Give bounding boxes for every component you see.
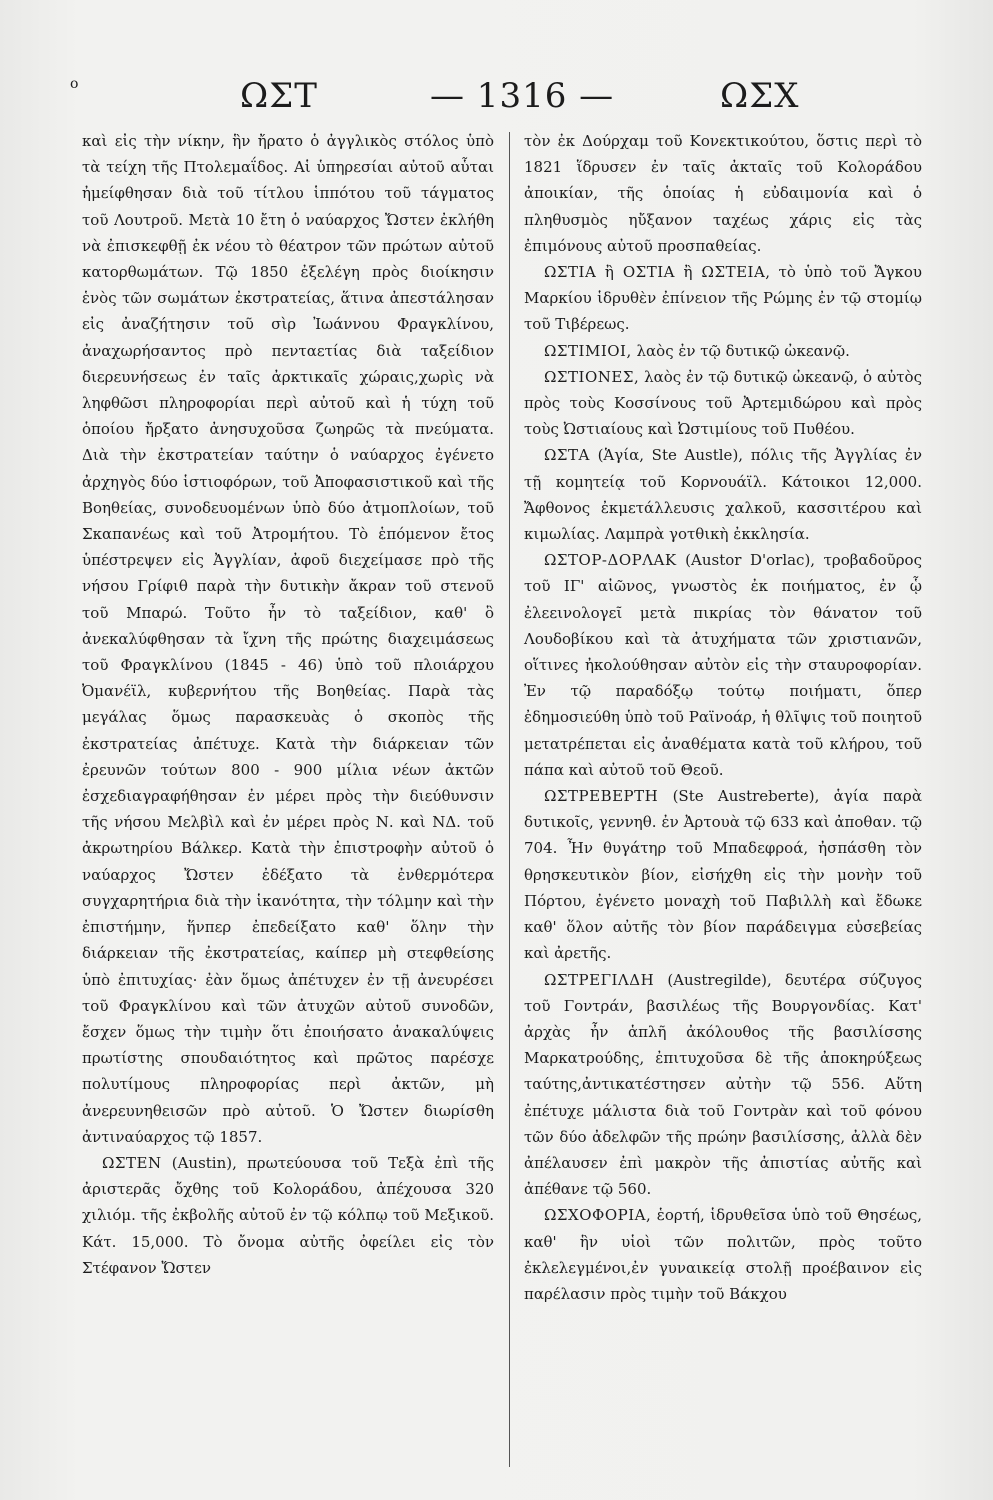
entry-text: (Austin), πρωτεύουσα τοῦ Τεξὰ ἐπὶ τῆς ἀριστερᾶς ὄχθης τοῦ Κολοράδου, ἀπέχουσα 320 χιλιόμ. τῆς ἐκβολῆς αὐτοῦ ἐν τῷ κόλπῳ τοῦ Μεξικοῦ. Κάτ. 15,000. Τὸ ὄνομα αὐτῆς ὀφείλει εἰς τὸν Στέφανον Ὤστεν [82, 1153, 494, 1277]
entry-text: τὸν ἐκ Δούρχαμ τοῦ Κονεκτικούτου, ὅστις περὶ τὸ 1821 ἵδρυσεν ἐν ταῖς ἀκταῖς τοῦ Κολοράδου ἀποικίαν, τῆς ὁποίας ἡ εὐδαιμονία καὶ ὁ πληθυσμὸς ηὔξανον ταχέως χάρις εἰς τὰς ἐπιμόνους αὐτοῦ προσπαθείας. [524, 132, 922, 255]
entry-ostor-dorlak [524, 547, 922, 783]
entry-ostiones [524, 364, 922, 443]
page-number: — 1316 — [430, 76, 615, 116]
column-divider [509, 132, 510, 1467]
entry-continuation-austin [524, 128, 922, 259]
header-left-catchword: ΩΣΤ [240, 76, 318, 116]
header-right-catchword: ΩΣΧ [720, 76, 800, 116]
entry-continuation-austen [82, 128, 494, 1150]
entry-text: (Austregilde), δευτέρα σύζυγος τοῦ Γοντράν, βασιλέως τῆς Βουργονδίας. Κατ' ἀρχὰς ἦν ἁπλῆ ἀκόλουθος τῆς βασιλίσσης Μαρκατρούδης, ἐπιτυχοῦσα δὲ τῆς ἀποκηρύξεως ταύτης,ἀντικατέστησεν αὐτὴν τῷ 556. Αὕτη ἐπέτυχε μάλιστα διὰ τοῦ Γοντρὰν καὶ τοῦ φόνου τῶν δύο ἀδελφῶν τῆς πρώην βασιλίσσης, ἀλλὰ δὲν ἀπέλαυσεν ἐπὶ μακρὸν τῆς ἀπιστίας αὐτῆς καὶ ἀπέθανε τῷ 560. [524, 970, 922, 1199]
entry-headword: ΩΣΤΙΟΝΕΣ, [544, 367, 640, 386]
entry-oschoforia [524, 1202, 922, 1307]
margin-mark: o [70, 76, 79, 92]
entry-headword: ΩΣΤΙΜΙΟΙ, [544, 341, 632, 360]
right-column [524, 128, 922, 1307]
running-header [70, 70, 940, 120]
entry-headword: ΩΣΧΟΦΟΡΙΑ, [544, 1206, 652, 1225]
entry-text: λαὸς ἐν τῷ δυτικῷ ὠκεανῷ. [636, 341, 850, 360]
entry-text: καὶ εἰς τὴν νίκην, ἣν ἤρατο ὁ ἀγγλικὸς στόλος ὑπὸ τὰ τείχη τῆς Πτολεμαΐδος. Αἱ ὑπηρεσίαι αὐτοῦ αὗται ἠμείφθησαν διὰ τοῦ τίτλου ἱππότου τοῦ τάγματος τοῦ Λουτροῦ. Μετὰ 10 ἔτη ὁ ναύαρχος Ὤστεν ἐκλήθη νὰ ἐπισκεφθῇ ἐκ νέου τὸ θέατρον τῶν πρώτων αὐτοῦ κατορθωμάτων. Τῷ 1850 ἐξελέγη πρὸς διοίκησιν ἑνὸς τῶν σωμάτων ἐκστρατείας, ἅτινα ἀπεστάλησαν εἰς ἀναζήτησιν τοῦ σὶρ Ἰωάννου Φραγκλίνου, ἀναχωρήσαντος πρὸ πενταετίας διὰ ταξείδιον διερευνήσεως ἐν ταῖς ἀρκτικαῖς χώραις,χωρὶς νὰ ληφθῶσι πληροφορίαι περὶ αὐτοῦ καὶ ἡ τύχη τοῦ ὁποίου ἤρξατο ἀνησυχοῦσα ζωηρῶς τὰ πνεύματα. Διὰ τὴν ἐκστρατείαν ταύτην ὁ ναύαρχος ἐγένετο ἀρχηγὸς δύο ἱστιοφόρων, τοῦ Ἀποφασιστικοῦ καὶ τῆς Βοηθείας, συνοδευομένων ὑπὸ δύο ἀτμοπλοίων, τοῦ Σκαπανέως καὶ τοῦ Ἀτρομήτου. Τὸ ἑπόμενον ἔτος ὑπέστρεψεν εἰς Ἀγγλίαν, ἀφοῦ διεχείμασε πρὸ τῆς νήσου Γρίφιθ παρὰ τὴν δυτικὴν ἄκραν τοῦ στενοῦ τοῦ Μπαρώ. Τοῦτο ἦν τὸ ταξείδιον, καθ' ὃ ἀνεκαλύφθησαν τὰ ἴχνη τῆς πρώτης διαχειμάσεως τοῦ Φραγκλίνου (1845 - 46) ὑπὸ τοῦ πλοιάρχου Ὀμανέϊλ, κυβερνήτου τῆς Βοηθείας. Παρὰ τὰς μεγάλας ὅμως παρασκευὰς ὁ σκοπὸς τῆς ἐκστρατείας ἀπέτυχε. Κατὰ τὴν διάρκειαν τῶν ἐρευνῶν τούτων 800 - 900 μίλια νέων ἀκτῶν ἐσχεδιαγραφήθησαν ἐν μέρει πρὸς τὴν διεύθυνσιν τῆς νήσου Μελβὶλ καὶ ἐν μέρει πρὸς Ν. καὶ ΝΔ. τοῦ ἀκρωτηρίου Βάλκερ. Κατὰ τὴν ἐπιστροφὴν αὐτοῦ ὁ ναύαρχος Ὤστεν ἐδέξατο τὰ ἐνθερμότερα συγχαρητήρια διὰ τὴν ἱκανότητα, τὴν τόλμην καὶ τὴν ἐπιστήμην, ἥνπερ ἐπεδείξατο καθ' ὅλην τὴν διάρκειαν τῆς ἐκστρατείας, καίπερ μὴ στεφθείσης ὑπὸ ἐπιτυχίας· ἐὰν ὅμως ἀπέτυχεν ἐν τῇ ἀνευρέσει τοῦ Φραγκλίνου καὶ τῶν ἀτυχῶν αὐτοῦ συνοδῶν, ἔσχεν ὅμως τὴν τιμὴν ὅτι ἐποιήσατο ἀνακαλύψεις πρωτίστης σπουδαιότητος καὶ πρῶτος παρέσχε πολυτίμους πληροφορίας περὶ ἀκτῶν, μὴ ἀνερευνηθεισῶν πρὸ αὐτοῦ. Ὁ Ὤστεν διωρίσθη ἀντιναύαρχος τῷ 1857. [82, 132, 494, 1146]
entry-ostregildi [524, 967, 922, 1203]
entry-austin [82, 1150, 494, 1281]
entry-text: (Ἁγία, Ste Austle), πόλις τῆς Ἀγγλίας ἐν τῇ κομητείᾳ τοῦ Κορνουάϊλ. Κάτοικοι 12,000. Ἄφθονος ἐκμετάλλευσις χαλκοῦ, κασσιτέρου καὶ κιμωλίας. Λαμπρὰ γοτθικὴ ἐκκλησία. [524, 446, 922, 544]
entry-headword: ΩΣΤΡΕΒΕΡΤΗ [544, 787, 659, 806]
entry-headword: ΩΣΤΡΕΓΙΛΔΗ [544, 970, 655, 989]
entry-headword: ΩΣΤΙΑ ἢ ΟΣΤΙΑ ἢ ΩΣΤΕΙΑ, [544, 263, 771, 282]
entry-ostimioi [524, 338, 922, 364]
entry-osta [524, 442, 922, 547]
entry-text: ἑορτή, ἱδρυθεῖσα ὑπὸ τοῦ Θησέως, καθ' ἣν υἱοὶ τῶν πολιτῶν, πρὸς τοῦτο ἐκλελεγμένοι,ἐν γυναικείᾳ στολῇ προέβαινον εἰς παρέλασιν πρὸς τιμὴν τοῦ Βάκχου [524, 1206, 922, 1303]
entry-headword: ΩΣΤΑ [544, 446, 590, 465]
entry-text: λαὸς ἐν τῷ δυτικῷ ὠκεανῷ, ὁ αὐτὸς πρὸς τοὺς Κοσσίνους τοῦ Ἀρτεμιδώρου καὶ πρὸς τοὺς Ὠστιαίους καὶ Ὠστιμίους τοῦ Πυθέου. [524, 367, 922, 439]
entry-ostia [524, 259, 922, 338]
left-column [82, 128, 494, 1281]
entry-text: (Ste Austreberte), ἁγία παρὰ δυτικοῖς, γεννηθ. ἐν Ἀρτουὰ τῷ 633 καὶ ἀποθαν. τῷ 704. Ἦν θυγάτηρ τοῦ Μπαδεφροά, ἠσπάσθη τὸν θρησκευτικὸν βίον, εἰσήχθη εἰς τὴν μονὴν τοῦ Πόρτου, ἐγένετο μοναχὴ τοῦ Παβιλλὴ καὶ ἔδωκε καθ' ὅλον αὐτῆς τὸν βίον παράδειγμα εὐσεβείας καὶ ἀρετῆς. [524, 787, 922, 963]
entry-headword: ΩΣΤΟΡ-ΔΟΡΛΑΚ [544, 551, 677, 570]
entry-headword: ΩΣΤΕΝ [102, 1153, 162, 1172]
entry-ostreverti [524, 783, 922, 966]
entry-text: (Austor D'orlac), τροβαδοῦρος τοῦ ΙΓ' αἰῶνος, γνωστὸς ἐκ ποιήματος, ἐν ᾧ ἐλεεινολογεῖ μετὰ πικρίας τὸν θάνατον τοῦ Λουδοβίκου καὶ τὰ ἀτυχήματα τῶν χριστιανῶν, οἵτινες ἠκολούθησαν αὐτὸν εἰς τὴν σταυροφορίαν. Ἐν τῷ παραδόξῳ τούτῳ ποιήματι, ὅπερ ἐδημοσιεύθη ὑπὸ τοῦ Ραϊνοάρ, ἡ θλῖψις τοῦ ποιητοῦ μετατρέπεται εἰς ἀναθέματα κατὰ τοῦ κλήρου, τοῦ πάπα καὶ αὐτοῦ τοῦ Θεοῦ. [524, 551, 922, 779]
entry-text: τὸ ὑπὸ τοῦ Ἄγκου Μαρκίου ἱδρυθὲν ἐπίνειον τῆς Ρώμης ἐν τῷ στομίῳ τοῦ Τιβέρεως. [524, 263, 922, 334]
